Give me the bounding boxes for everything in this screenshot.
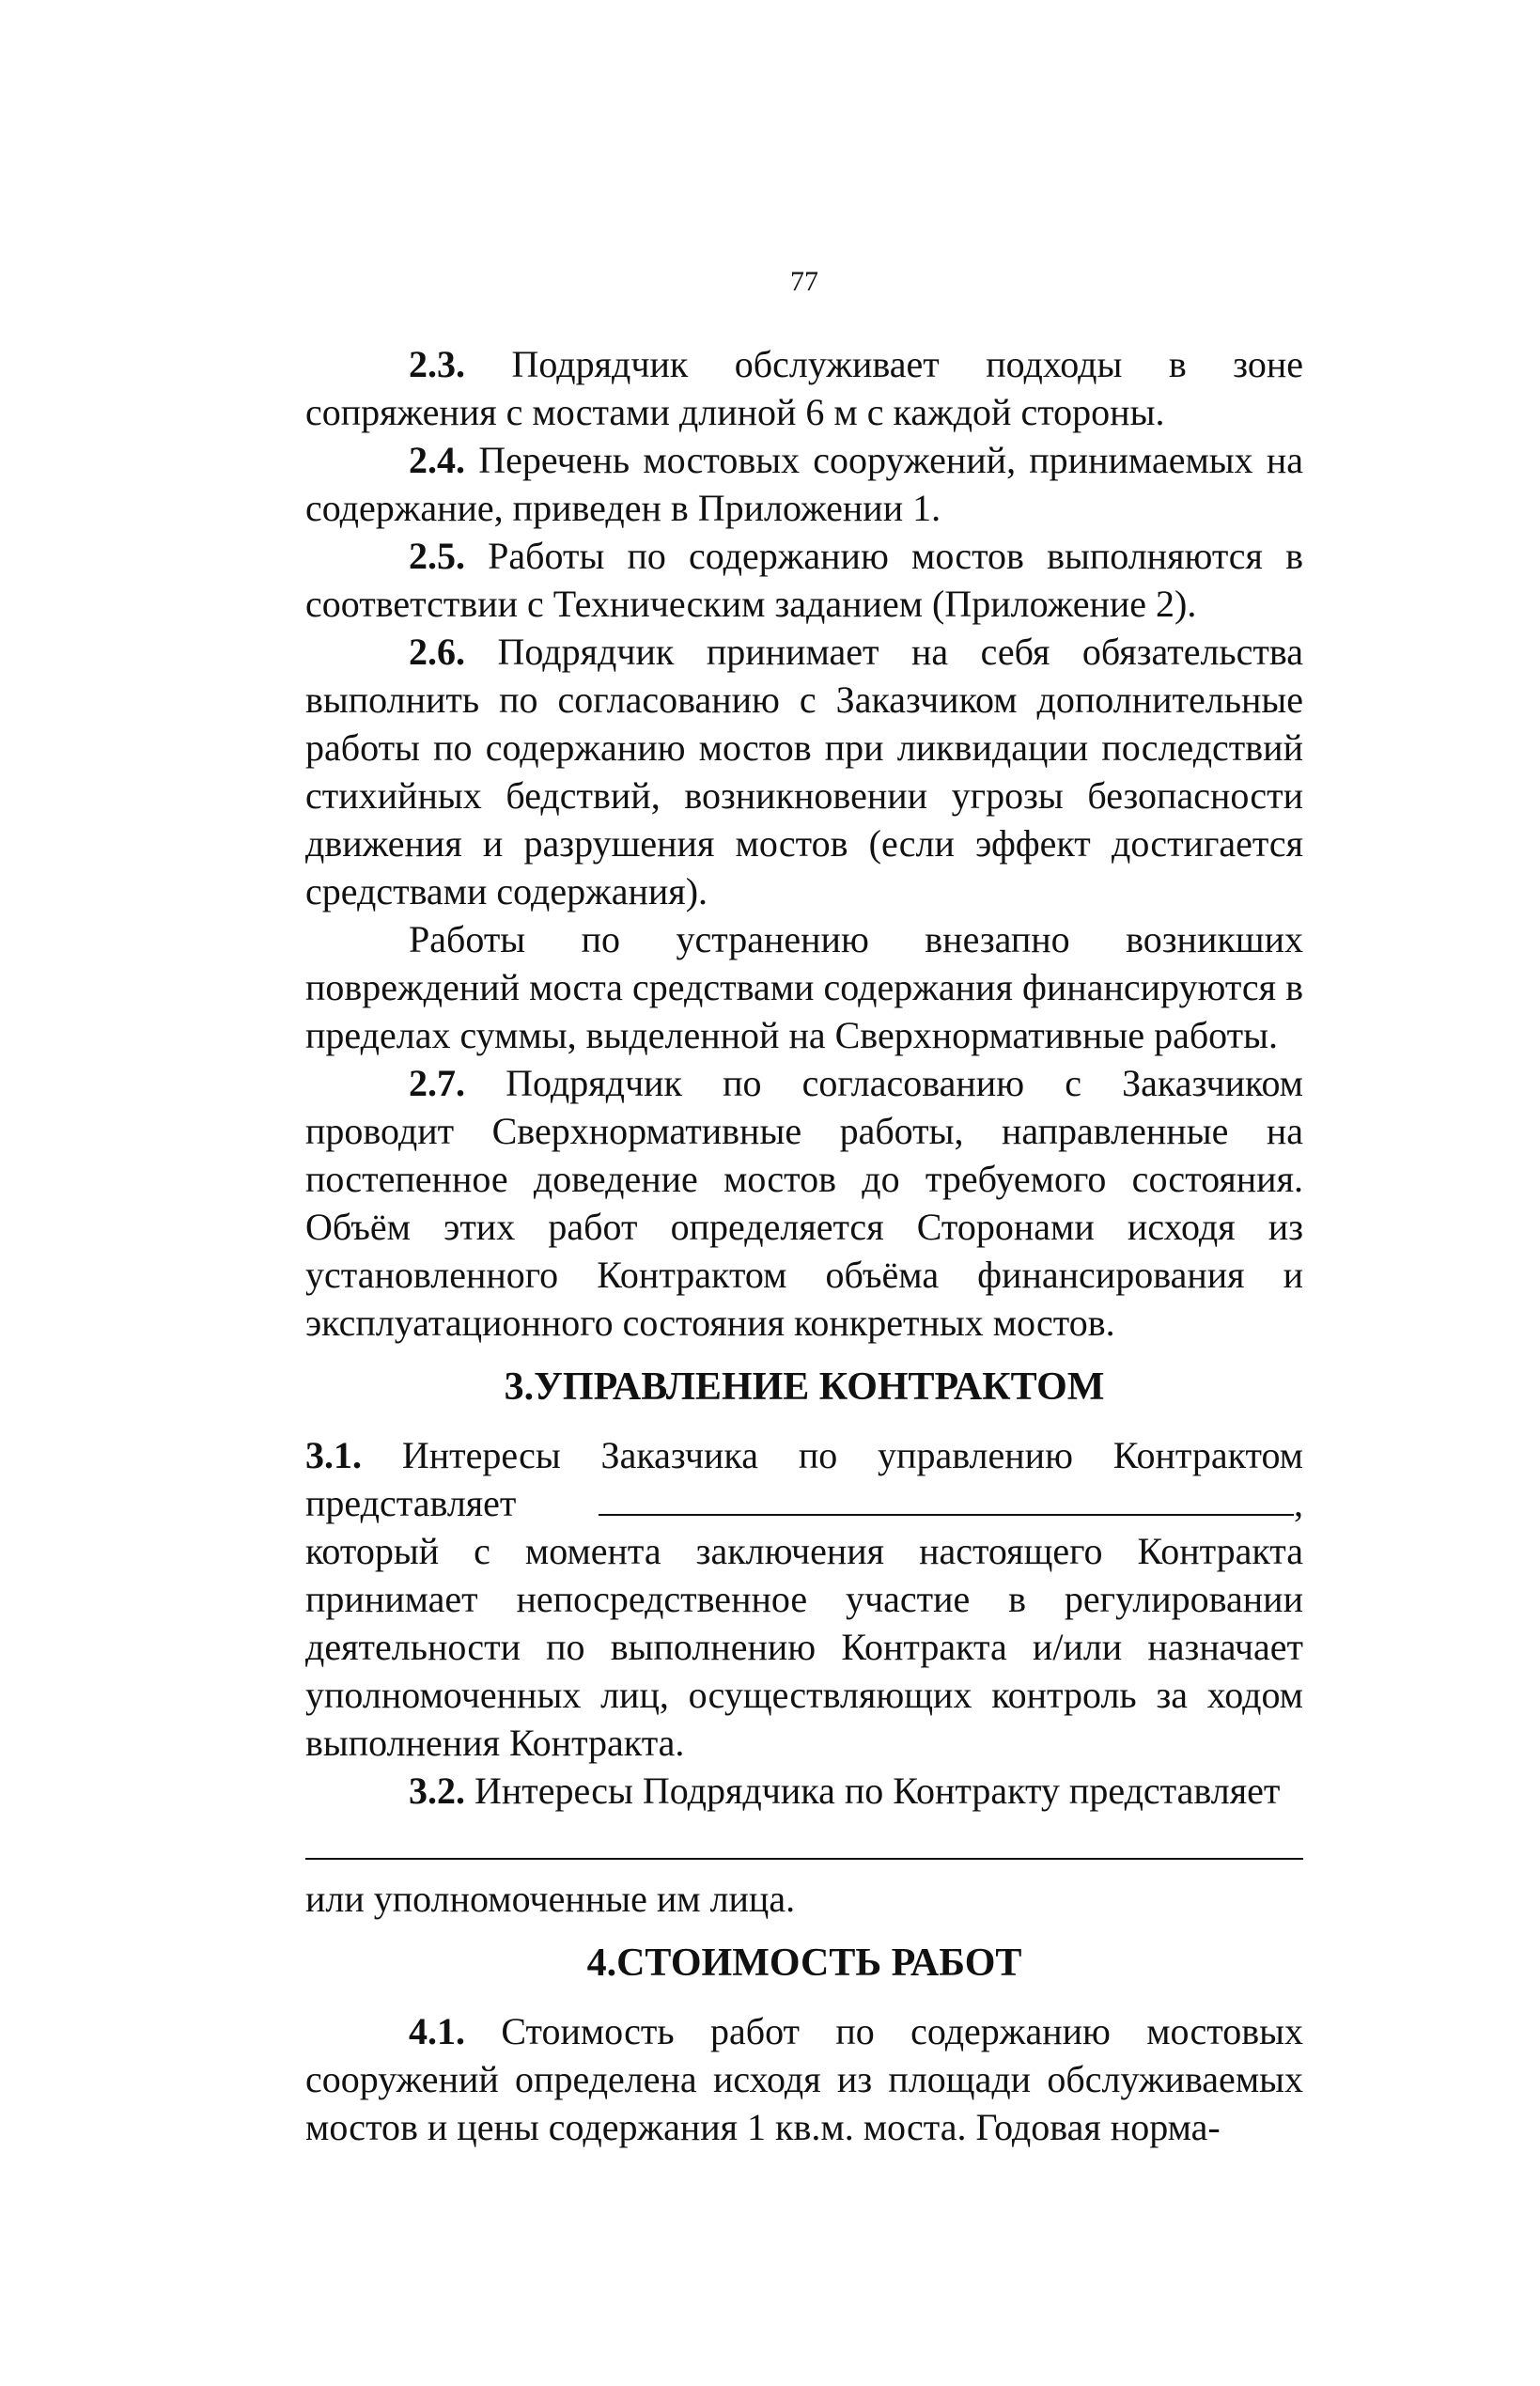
clause-text: Работы по устранению внезапно возникших повреждений моста средствами содержания финансируются в пределах суммы, выделенной на Сверхнормативные работы. <box>305 918 1303 1056</box>
clause-text: Перечень мостовых сооружений, принимаемых на содержание, приведен в Приложении 1. <box>305 439 1303 529</box>
section-heading-contract-management: 3.УПРАВЛЕНИЕ КОНТРАКТОМ <box>504 1365 1105 1409</box>
punctuation: , <box>1294 1482 1303 1524</box>
section-heading-work-cost: 4.СТОИМОСТЬ РАБОТ <box>586 1942 1022 1985</box>
clause-2-3 <box>305 340 1303 436</box>
clause-number: 3.2. <box>409 1770 465 1812</box>
clause-text: или уполномоченные им лица. <box>305 1878 796 1920</box>
clause-number: 2.3. <box>409 343 465 385</box>
clause-4-1 <box>305 2007 1303 2151</box>
clause-2-4 <box>305 436 1303 532</box>
clause-3-2-continuation <box>305 1875 1303 1923</box>
clause-2-5 <box>305 532 1303 628</box>
fill-in-blank-line[interactable] <box>599 1486 1294 1516</box>
clause-number: 2.4. <box>409 439 465 481</box>
clause-number: 2.6. <box>409 631 465 673</box>
clause-text: Подрядчик по согласованию с Заказчиком проводит Сверхнормативные работы, направленные на постепенное доведение мостов до требуемого состояния. Объём этих работ определяется Сторонами исходя из установленного Контрактом объёма финансирования и эксплуатационного состояния конкретных мостов. <box>305 1062 1303 1344</box>
page-number: 77 <box>790 266 818 297</box>
clause-2-6 <box>305 628 1303 915</box>
clause-text: который с момента заключения настоящего Контракта принимает непосредственное участие в регулировании деятельности по выполнению Контракта и/или назначает уполномоченных лиц, осуществляющих контроль за ходом выполнения Контракта. <box>305 1530 1303 1764</box>
clause-text: Подрядчик принимает на себя обязательства выполнить по согласованию с Заказчиком дополнительные работы по содержанию мостов при ликвидации последствий стихийных бедствий, возникновении угрозы безопасности движения и разрушения мостов (если эффект достигается средствами содержания). <box>305 631 1303 912</box>
clause-number: 2.5. <box>409 535 465 577</box>
clause-2-6-continuation <box>305 915 1303 1059</box>
document-page <box>305 263 1303 2151</box>
clause-2-7 <box>305 1059 1303 1347</box>
clause-number: 2.7. <box>409 1062 465 1104</box>
clause-text: Интересы Заказчика по управлению Контрактом представляет <box>305 1434 1303 1524</box>
clause-text: Интересы Подрядчика по Контракту представляет <box>474 1770 1281 1812</box>
clause-3-1 <box>305 1431 1303 1767</box>
clause-number: 4.1. <box>409 2010 465 2052</box>
clause-text: Подрядчик обслуживает подходы в зоне сопряжения с мостами длиной 6 м с каждой стороны. <box>305 343 1303 433</box>
fill-in-blank-line[interactable] <box>305 1820 1303 1860</box>
clause-number: 3.1. <box>305 1434 362 1476</box>
clause-text: Работы по содержанию мостов выполняются в соответствии с Техническим заданием (Приложение 2). <box>305 535 1303 625</box>
clause-text: Стоимость работ по содержанию мостовых сооружений определена исходя из площади обслуживаемых мостов и цены содержания 1 кв.м. моста. Годовая норма- <box>305 2010 1304 2148</box>
clause-3-2 <box>305 1767 1303 1815</box>
